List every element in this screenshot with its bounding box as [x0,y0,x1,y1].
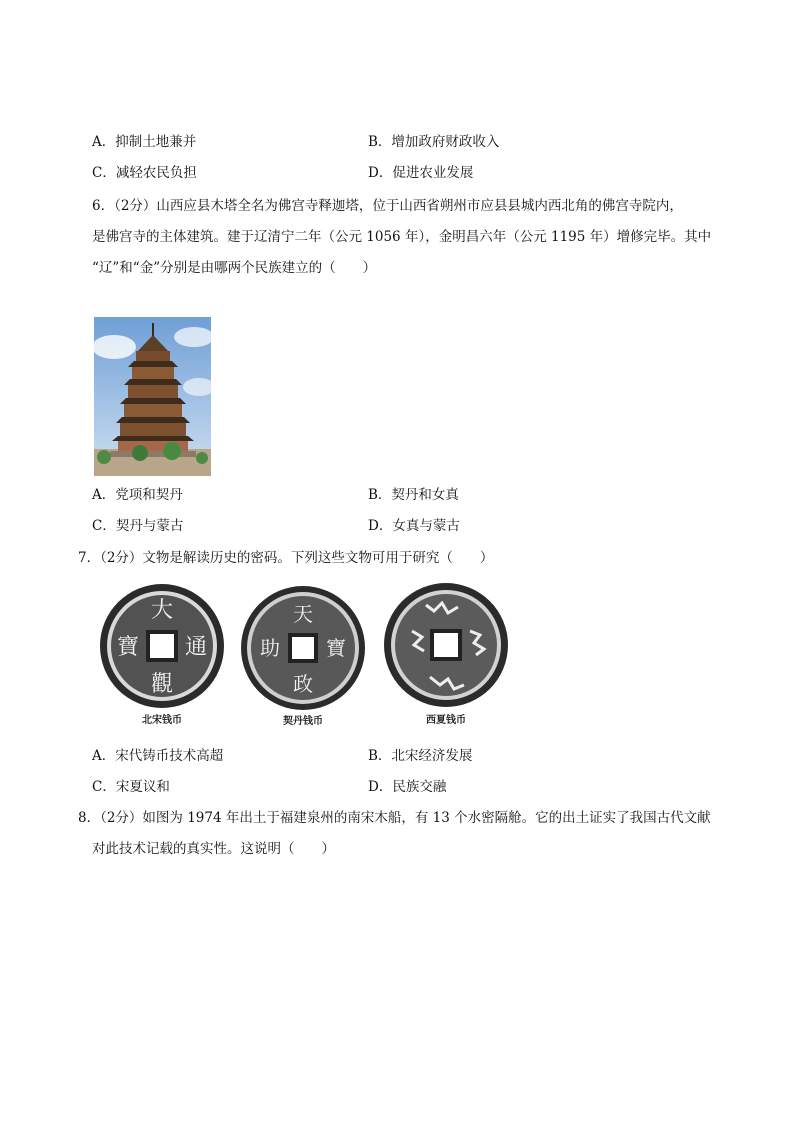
coin-western-xia [384,583,508,726]
q8-stem-line-2: 对此技术记载的真实性。这说明（ ） [92,841,335,857]
coin1-label: 北宋钱币 [142,715,182,726]
q6-option-b: B．契丹和女真 [368,487,459,503]
coin1-char-top: 大 [150,598,174,623]
q6-stem-line-2: 是佛宫寺的主体建筑。建于辽清宁二年（公元 1056 年），金明昌六年（公元 1195 年）增修完毕。其中 [92,229,712,245]
q5-option-c: C．减轻农民负担 [92,165,197,181]
coin-khitan [241,586,365,727]
coin2-char-right: 寶 [326,636,346,660]
coin1-char-bottom: 觀 [150,672,174,697]
q6-stem-line-1: 6．（2分）山西应县木塔全名为佛宫寺释迦塔，位于山西省朔州市应县县城内西北角的佛宫寺院内， [92,198,683,214]
q8-stem-line-1: 8．（2分）如图为 1974 年出土于福建泉州的南宋木船，有 13 个水密隔舱。它的出土证实了我国古代文献 [78,810,711,826]
coin1-char-left: 寶 [116,635,140,660]
coin1-char-right: 通 [184,635,208,660]
coin2-char-left: 助 [260,636,280,660]
pagoda-image [94,317,211,476]
coin2-char-bottom: 政 [293,672,313,696]
q6-option-a: A．党项和契丹 [92,487,183,503]
q5-option-d: D．促进农业发展 [368,165,474,181]
q5-option-b: B．增加政府财政收入 [368,134,500,150]
q6-option-d: D．女真与蒙古 [368,518,460,534]
q7-option-d: D．民族交融 [368,779,447,795]
q7-option-a: A．宋代铸币技术高超 [92,748,224,764]
q5-option-a: A．抑制土地兼并 [92,134,197,150]
q7-option-c: C．宋夏议和 [92,779,170,795]
coin3-label: 西夏钱币 [426,715,466,726]
q6-option-c: C．契丹与蒙古 [92,518,184,534]
q7-stem-line-1: 7．（2分）文物是解读历史的密码。下列这些文物可用于研究（ ） [78,550,494,566]
q6-stem-line-3: “辽”和“金”分别是由哪两个民族建立的（ ） [92,260,377,276]
coin-northern-song [100,584,224,726]
coin2-label: 契丹钱币 [283,716,323,727]
q7-option-b: B．北宋经济发展 [368,748,473,764]
coin2-char-top: 天 [293,602,313,626]
coins-image [96,583,516,728]
